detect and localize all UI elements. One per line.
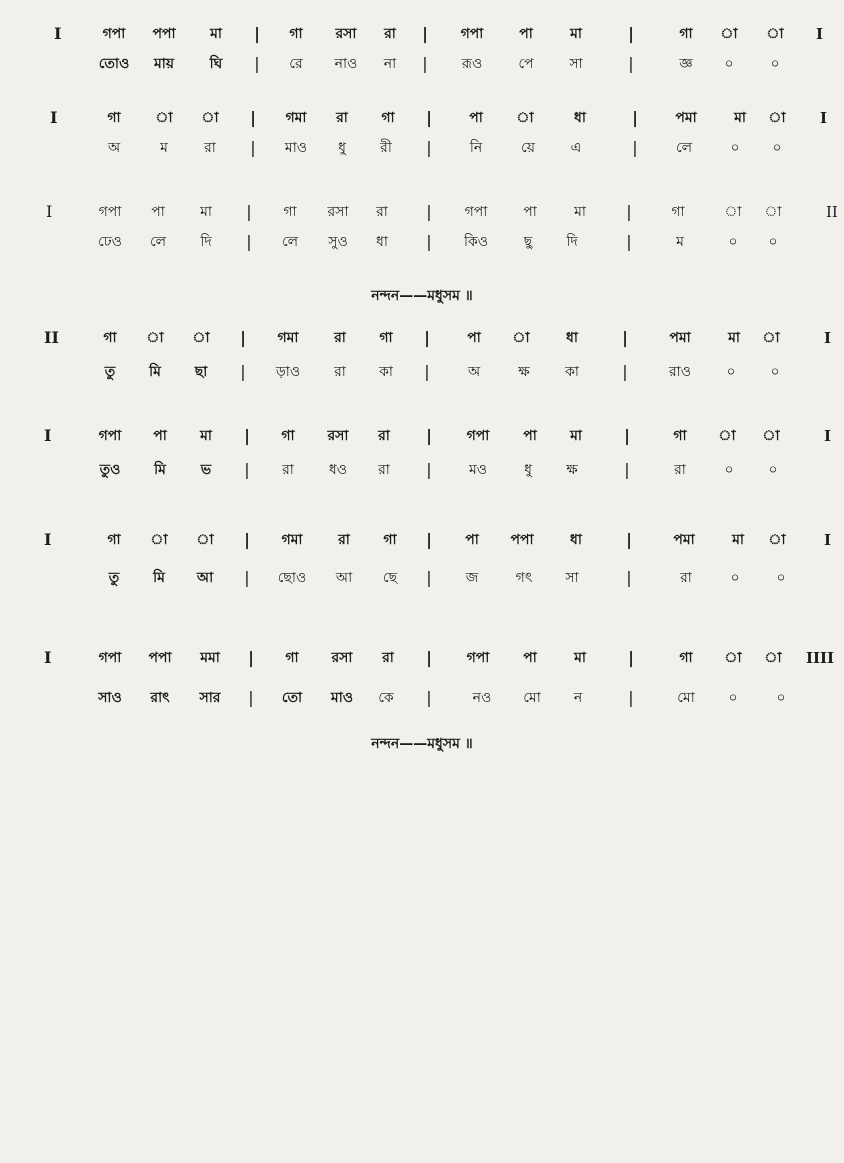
lyric-syllable: নি [469,140,483,156]
lyric-syllable: অ [107,140,121,156]
lyric-syllable: ০ [768,234,778,250]
start-barline-mark: II [44,328,59,347]
swara-note: রা [338,532,350,548]
swara-row [0,198,844,226]
lyric-syllable: ধু [524,462,532,478]
swara-note: গা [679,650,693,666]
swara-note: গমা [285,110,307,126]
lyric-syllable: রা [334,364,346,380]
bar-divider: | [254,24,260,43]
swara-note: গা [285,650,299,666]
swara-row [0,104,844,132]
swara-note: পা [153,428,167,444]
bar-divider: | [426,232,432,251]
lyric-syllable: জ [465,570,479,586]
start-barline-mark: I [44,426,52,445]
lyric-syllable: রাৎ [150,690,170,706]
swara-note: গপা [98,650,122,666]
lyric-syllable: ন [573,690,583,706]
swara-note: রা [382,650,394,666]
lyric-syllable: ঢেও [98,234,122,250]
lyric-row [0,358,844,386]
swara-note: া [768,532,786,548]
swara-note: া [512,330,530,346]
swara-note: পমা [669,330,691,346]
swara-note: মা [570,428,582,444]
lyric-syllable: নও [472,690,492,706]
swara-note: া [766,26,784,42]
lyric-syllable: তু [104,364,116,380]
bar-divider: | [246,202,252,221]
swara-note: ধা [574,110,586,126]
lyric-syllable: মায় [153,56,175,72]
swara-note: া [150,532,168,548]
lyric-syllable: লে [675,140,693,156]
swara-note: া [764,204,782,220]
swara-note: া [196,532,214,548]
lyric-row [0,456,844,484]
lyric-syllable: ড়াও [275,364,301,380]
lyric-syllable: ০ [724,462,734,478]
swara-note: গমা [281,532,303,548]
bar-divider: | [632,138,638,157]
end-barline-mark: I [816,25,824,43]
bar-divider: | [626,202,632,221]
lyric-syllable: না [383,56,397,72]
swara-note: পপা [148,650,172,666]
swara-note: গপা [98,204,122,220]
bar-divider: | [426,688,432,707]
swara-note: পা [523,428,537,444]
lyric-syllable: কিও [463,234,489,250]
bar-divider: | [424,328,430,347]
end-barline-mark: IIII [806,649,835,667]
bar-divider: | [248,688,254,707]
swara-note: গা [103,330,117,346]
swara-note: পমা [673,532,695,548]
swara-note: া [762,330,780,346]
lyric-syllable: তুও [99,462,121,478]
bar-divider: | [628,648,634,667]
swara-note: া [146,330,164,346]
lyric-syllable: সা [565,570,579,586]
swara-note: মা [734,110,746,126]
bar-divider: | [244,460,250,479]
swara-note: পা [465,532,479,548]
swara-note: রা [334,330,346,346]
lyric-row [0,564,844,592]
lyric-syllable: মো [523,690,541,706]
lyric-syllable: ০ [728,234,738,250]
swara-note: মা [570,26,582,42]
lyric-row [0,684,844,712]
swara-note: গপা [464,204,488,220]
swara-note: ধা [566,330,578,346]
lyric-syllable: আ [196,570,214,586]
bar-divider: | [426,530,432,549]
lyric-syllable: ০ [776,570,786,586]
lyric-syllable: ছু [523,234,533,250]
swara-note: ধা [570,532,582,548]
swara-note: রা [378,428,390,444]
lyric-syllable: ০ [768,462,778,478]
bar-divider: | [628,688,634,707]
lyric-syllable: গৎ [515,570,533,586]
swara-note: মা [728,330,740,346]
bar-divider: | [626,568,632,587]
lyric-syllable: ছা [194,364,208,380]
refrain-caption: নন্দন——মধুসম ॥ [371,288,473,304]
start-barline-mark: I [44,648,52,667]
lyric-syllable: মও [468,462,488,478]
swara-note: পমা [675,110,697,126]
refrain-caption: নন্দন——মধুসম ॥ [371,736,473,752]
lyric-syllable: সার [199,690,221,706]
lyric-syllable: রে [289,56,303,72]
lyric-syllable: দি [200,234,212,250]
swara-note: া [718,428,736,444]
end-barline-mark: I [824,531,832,549]
swara-note: পপা [510,532,534,548]
swara-note: গা [281,428,295,444]
bar-divider: | [628,24,634,43]
bar-divider: | [240,362,246,381]
swara-note: া [720,26,738,42]
swara-note: গা [289,26,303,42]
swara-note: গা [379,330,393,346]
bar-divider: | [626,530,632,549]
lyric-syllable: য়ে [521,140,535,156]
swara-note: পা [519,26,533,42]
lyric-syllable: অ [467,364,481,380]
swara-note: রা [376,204,388,220]
lyric-syllable: কে [378,690,394,706]
swara-note: মা [200,204,212,220]
start-barline-mark: I [50,108,58,127]
lyric-syllable: মি [154,462,166,478]
lyric-syllable: রাও [668,364,692,380]
swara-note: গপা [460,26,484,42]
bar-divider: | [426,202,432,221]
lyric-syllable: রা [378,462,390,478]
swara-note: া [724,204,742,220]
lyric-syllable: লে [281,234,299,250]
bar-divider: | [244,426,250,445]
start-barline-mark: I [46,202,53,221]
lyric-syllable: রা [674,462,686,478]
swara-note: গমা [277,330,299,346]
swara-note: গা [283,204,297,220]
swara-note: গা [671,204,685,220]
lyric-syllable: ০ [724,56,734,72]
lyric-syllable: নাও [334,56,358,72]
swara-note: া [201,110,219,126]
swara-row [0,526,844,554]
lyric-syllable: ধু [338,140,346,156]
swara-note: গপা [98,428,122,444]
bar-divider: | [244,568,250,587]
lyric-syllable: ধও [328,462,348,478]
swara-note: মা [200,428,212,444]
lyric-syllable: তো [281,690,303,706]
swara-note: গা [383,532,397,548]
lyric-syllable: ম [676,234,684,250]
lyric-syllable: ০ [728,690,738,706]
lyric-syllable: লে [149,234,167,250]
lyric-syllable: ক্ষ [566,462,578,478]
lyric-syllable: ছে [382,570,398,586]
start-barline-mark: I [54,24,62,43]
lyric-syllable: ০ [770,56,780,72]
swara-note: রসা [327,428,349,444]
bar-divider: | [424,362,430,381]
swara-note: গপা [102,26,126,42]
bar-divider: | [248,648,254,667]
swara-note: া [768,110,786,126]
swara-note: মা [210,26,222,42]
swara-note: পা [523,204,537,220]
lyric-syllable: মাও [284,140,308,156]
bar-divider: | [426,108,432,127]
lyric-syllable: রা [204,140,216,156]
bar-divider: | [426,460,432,479]
swara-note: া [764,650,782,666]
lyric-syllable: ০ [770,364,780,380]
lyric-syllable: তোও [98,56,130,72]
lyric-row [0,134,844,162]
swara-note: রা [336,110,348,126]
swara-note: া [155,110,173,126]
swara-note: মা [574,204,586,220]
swara-note: রসা [335,26,357,42]
lyric-syllable: আ [335,570,353,586]
bar-divider: | [624,460,630,479]
lyric-syllable: রা [282,462,294,478]
swara-row [0,644,844,672]
lyric-syllable: মি [149,364,161,380]
lyric-syllable: ভ [200,462,212,478]
bar-divider: | [628,54,634,73]
lyric-syllable: পে [518,56,534,72]
lyric-syllable: ০ [726,364,736,380]
swara-note: া [724,650,742,666]
lyric-syllable: মো [677,690,695,706]
end-barline-mark: I [824,329,832,347]
lyric-syllable: ০ [776,690,786,706]
bar-divider: | [250,138,256,157]
lyric-syllable: জ্ঞ [679,56,693,72]
swara-note: গা [679,26,693,42]
bar-divider: | [426,138,432,157]
swara-note: রসা [331,650,353,666]
lyric-syllable: ০ [772,140,782,156]
lyric-syllable: কা [379,364,393,380]
lyric-syllable: রী [380,140,392,156]
bar-divider: | [244,530,250,549]
bar-divider: | [246,232,252,251]
lyric-syllable: সা [569,56,583,72]
lyric-syllable: ০ [730,570,740,586]
swara-note: মা [732,532,744,548]
lyric-syllable: ধা [376,234,388,250]
bar-divider: | [426,568,432,587]
end-barline-mark: I [820,109,828,127]
lyric-syllable: সুও [328,234,348,250]
swara-row [0,422,844,450]
bar-divider: | [426,426,432,445]
swara-note: পা [469,110,483,126]
swara-note: গা [107,110,121,126]
bar-divider: | [250,108,256,127]
lyric-syllable: ক্ষ [518,364,530,380]
bar-divider: | [622,328,628,347]
bar-divider: | [422,54,428,73]
lyric-syllable: ছোও [277,570,307,586]
swara-note: গপা [466,428,490,444]
lyric-syllable: ম [160,140,168,156]
swara-note: া [762,428,780,444]
bar-divider: | [622,362,628,381]
bar-divider: | [240,328,246,347]
bar-divider: | [426,648,432,667]
bar-divider: | [624,426,630,445]
swara-note: গা [107,532,121,548]
swara-note: গপা [466,650,490,666]
swara-note: রা [384,26,396,42]
end-barline-mark: II [826,203,838,221]
lyric-syllable: দি [566,234,578,250]
bar-divider: | [626,232,632,251]
lyric-syllable: কা [565,364,579,380]
end-barline-mark: I [824,427,832,445]
lyric-row [0,228,844,256]
lyric-syllable: ০ [730,140,740,156]
lyric-syllable: এ [570,140,582,156]
swara-note: পা [151,204,165,220]
bar-divider: | [422,24,428,43]
swara-note: মা [574,650,586,666]
lyric-row [0,50,844,78]
lyric-syllable: ঘি [209,56,223,72]
swara-note: গা [381,110,395,126]
swara-row [0,324,844,352]
bar-divider: | [254,54,260,73]
swara-note: গা [673,428,687,444]
lyric-syllable: তু [108,570,120,586]
swara-note: পপা [152,26,176,42]
swara-note: মমা [200,650,220,666]
lyric-syllable: সাও [98,690,122,706]
bar-divider: | [632,108,638,127]
start-barline-mark: I [44,530,52,549]
lyric-syllable: রা [680,570,692,586]
lyric-syllable: রূও [461,56,483,72]
swara-note: া [192,330,210,346]
swara-note: পা [523,650,537,666]
swara-note: রসা [327,204,349,220]
swara-note: া [516,110,534,126]
swara-note: পা [467,330,481,346]
lyric-syllable: মাও [330,690,354,706]
swara-row [0,20,844,48]
lyric-syllable: মি [153,570,165,586]
